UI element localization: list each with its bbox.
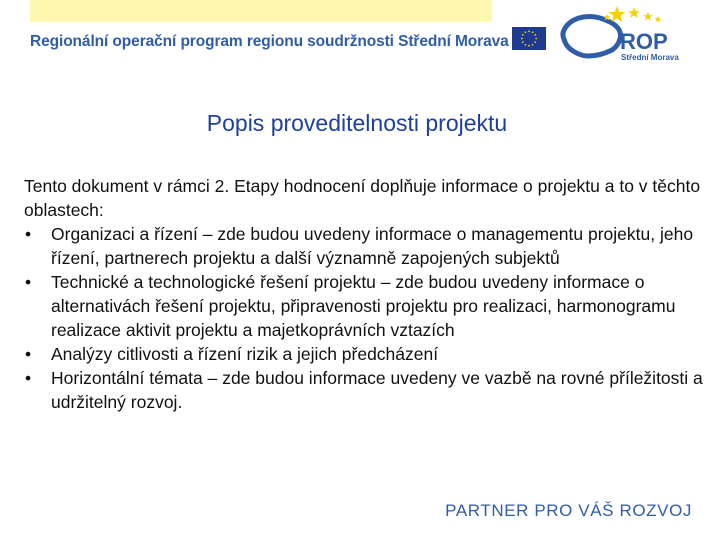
eu-star-icon <box>522 34 524 36</box>
eu-star-icon <box>534 34 536 36</box>
footer-slogan: PARTNER PRO VÁŠ ROZVOJ <box>445 501 692 520</box>
list-item <box>24 222 704 270</box>
bullet-icon: • <box>25 272 32 292</box>
intro-paragraph: Tento dokument v rámci 2. Etapy hodnocení doplňuje informace o projektu a to v těchto oblastech: <box>24 176 701 220</box>
eu-star-icon <box>525 44 527 46</box>
eu-star-icon <box>532 44 534 46</box>
header-top-band <box>30 0 492 22</box>
star-icon <box>628 7 640 18</box>
eu-star-icon <box>535 38 537 40</box>
eu-flag-icon <box>512 27 546 50</box>
list-item <box>24 270 704 342</box>
list-item <box>24 342 704 366</box>
eu-star-icon <box>528 45 530 47</box>
bullet-icon: • <box>25 368 32 388</box>
star-icon <box>643 12 652 21</box>
eu-star-icon <box>521 38 523 40</box>
list-item-text: Horizontální témata – zde budou informace uvedeny ve vazbě na rovné příležitosti a udržitelný rozvoj. <box>51 368 703 412</box>
bullet-icon: • <box>25 344 32 364</box>
program-title: Regionální operační program regionu soudržnosti Střední Morava <box>30 33 509 50</box>
rop-logo-text: ROP <box>620 29 668 54</box>
eu-star-icon <box>528 30 530 32</box>
rop-logo-subtitle: Střední Morava <box>621 53 679 62</box>
bullet-icon: • <box>25 224 32 244</box>
star-icon <box>609 6 626 22</box>
eu-star-icon <box>522 41 524 43</box>
list-item <box>24 366 704 414</box>
eu-star-icon <box>525 31 527 33</box>
list-item-text: Organizaci a řízení – zde budou uvedeny informace o managementu projektu, jeho řízení, partnerech projektu a další významně zapojených subjektů <box>51 224 694 268</box>
star-icon <box>655 16 662 22</box>
eu-star-icon <box>532 31 534 33</box>
page-title: Popis proveditelnosti projektu <box>206 110 508 136</box>
document-body <box>24 174 704 414</box>
eu-star-icon <box>534 41 536 43</box>
list-item-text: Technické a technologické řešení projektu – zde budou uvedeny informace o alternativách řešení projektu, připravenosti projektu pro realizaci, harmonogramu realizace aktivit projektu a majetkoprávních vztazích <box>51 272 676 340</box>
bullet-list <box>24 222 704 414</box>
list-item-text: Analýzy citlivosti a řízení rizik a jejich předcházení <box>51 344 439 364</box>
